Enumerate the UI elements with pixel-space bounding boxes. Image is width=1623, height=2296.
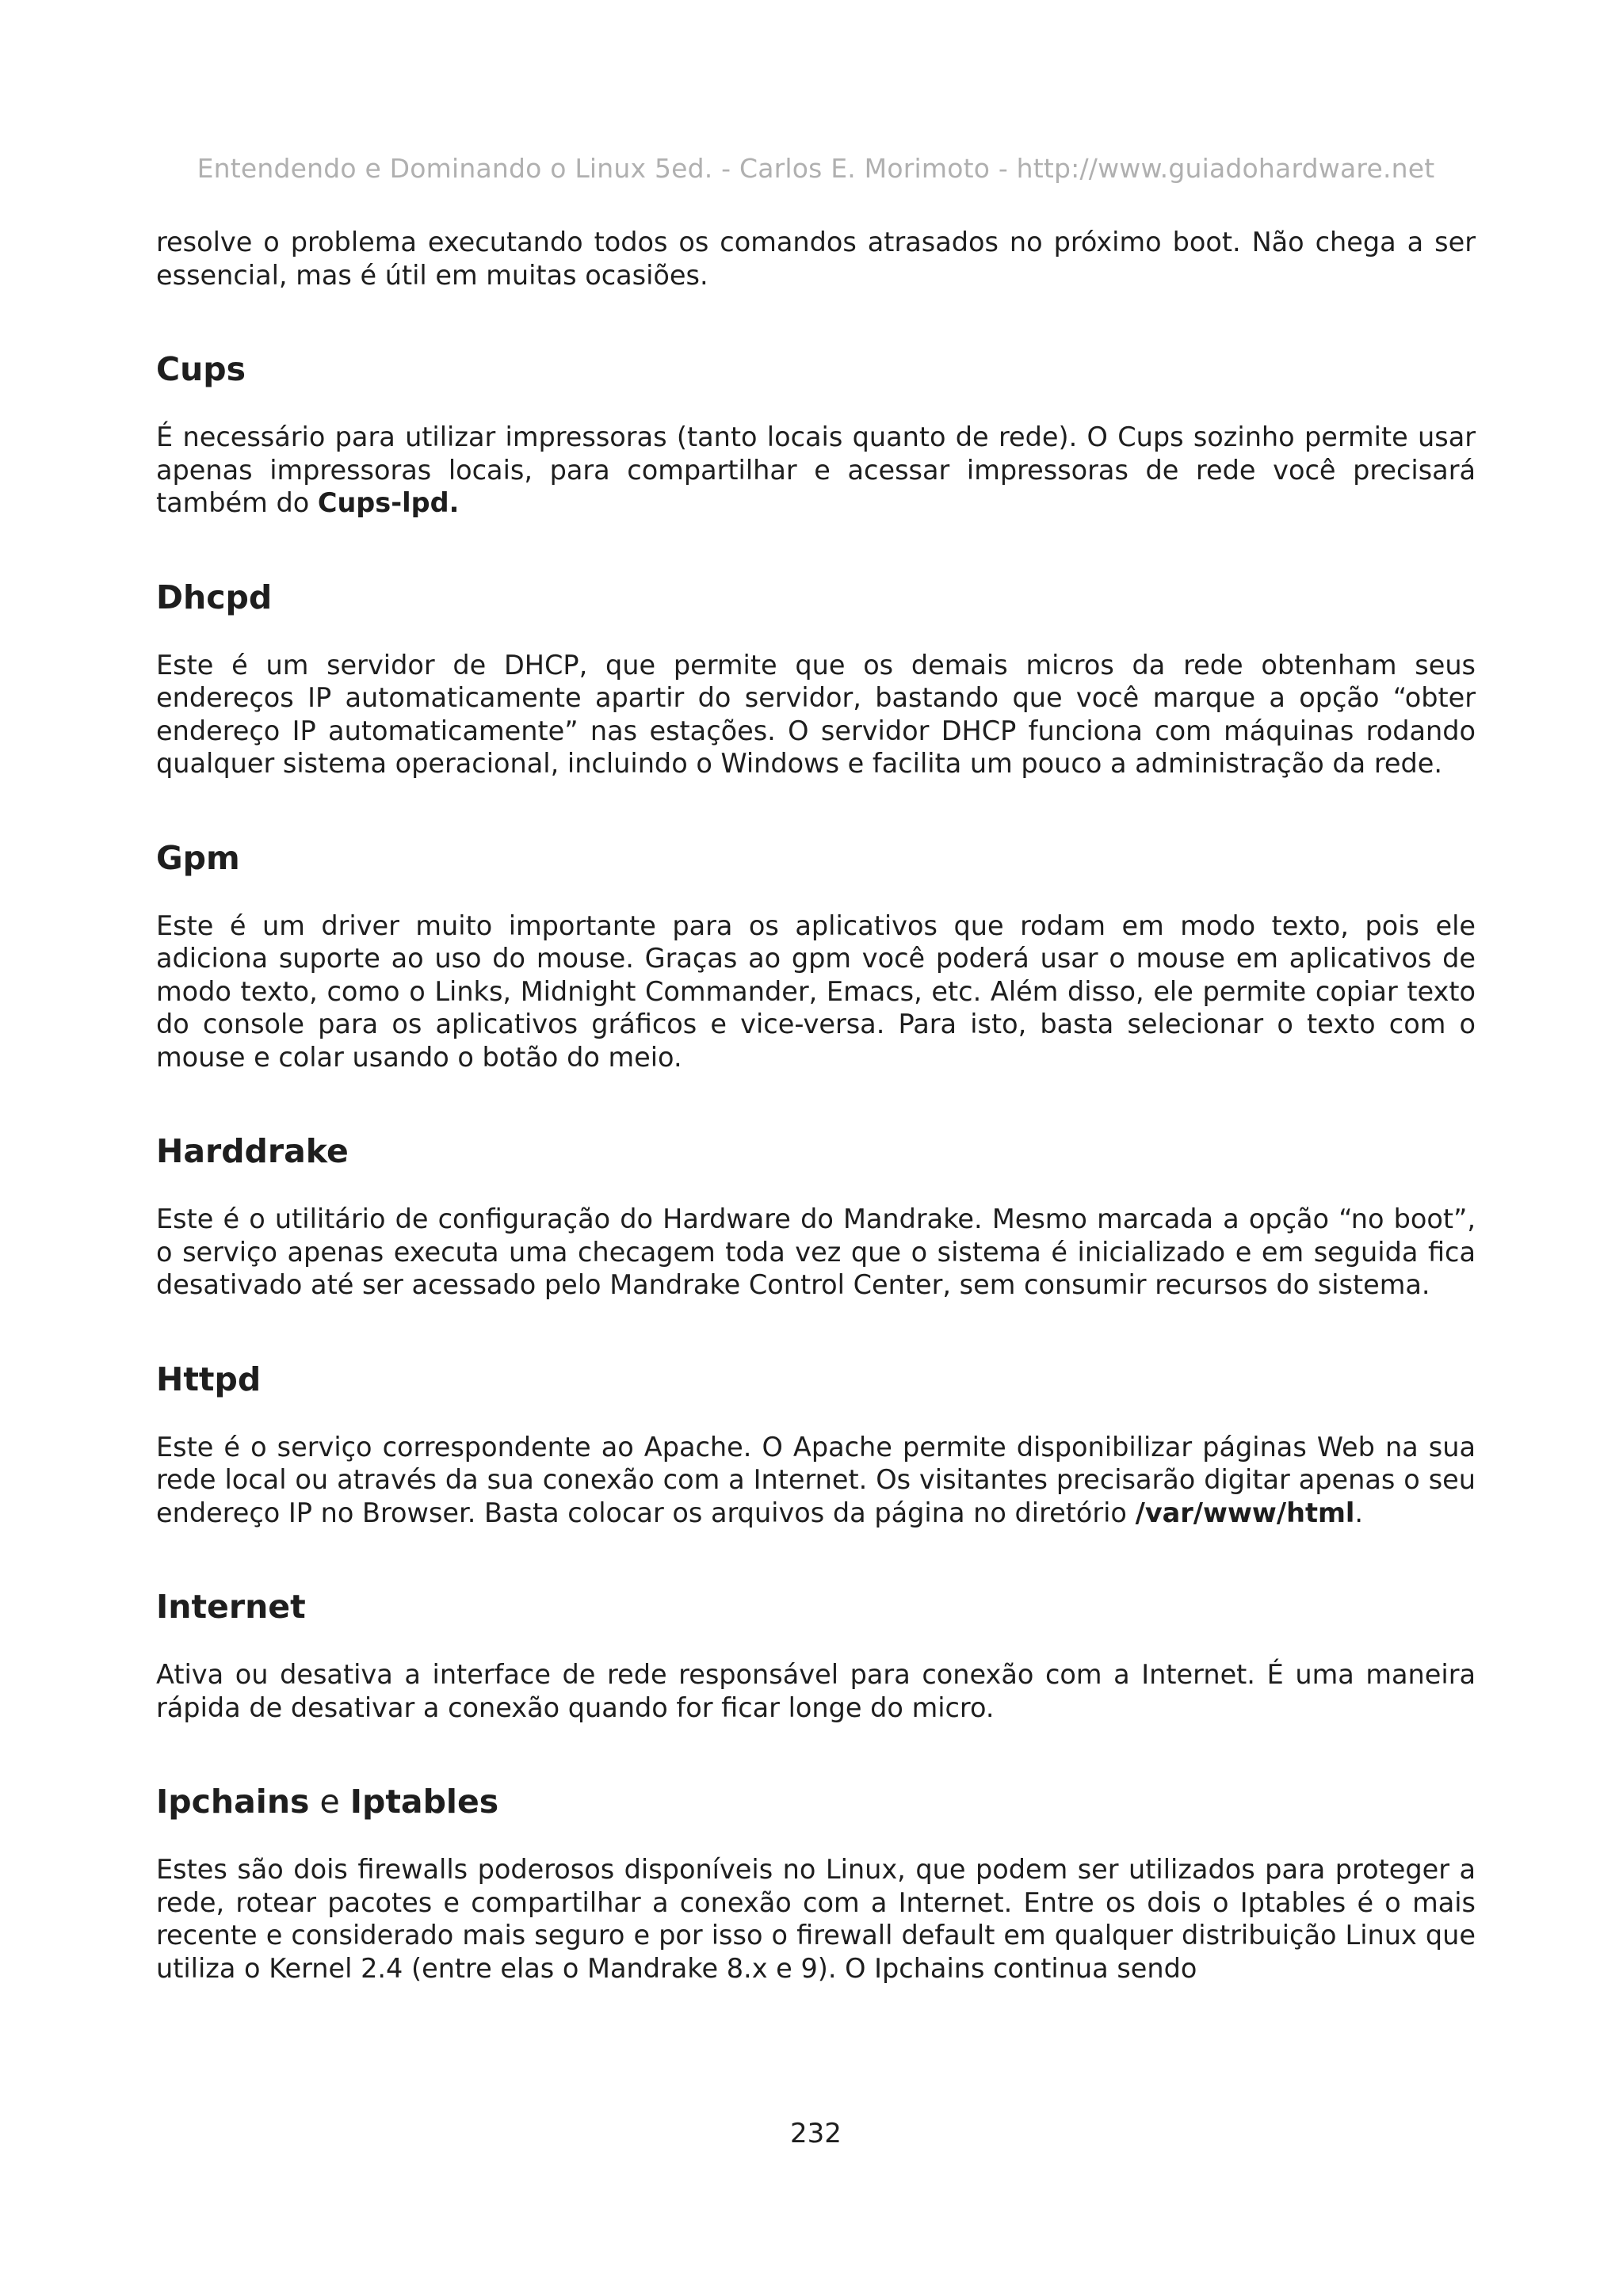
section-paragraph: Estes são dois firewalls poderosos disponíveis no Linux, que podem ser utilizados para proteger a rede, rotear pacotes e compartilhar a conexão com a Internet. Entre os dois o Iptables é o mais recente e considerado mais seguro e por isso o firewall default em qualquer distribuição Linux que utiliza o Kernel 2.4 (entre elas o Mandrake 8.x e 9). O Ipchains continua sendo [156,1854,1476,1984]
page-number: 232 [790,2118,842,2149]
paragraph-text: É necessário para utilizar impressoras (tanto locais quanto de rede). O Cups sozinho permite usar apenas impressoras locais, para compartilhar e acessar impressoras de rede você precisará também do [156,421,1476,518]
section-internet [156,1586,1476,1724]
page-content [156,226,1476,2042]
section-title: Cups [156,350,246,388]
section-paragraph: Ativa ou desativa a interface de rede responsável para conexão com a Internet. É uma maneira rápida de desativar a conexão quando for ficar longe do micro. [156,1659,1476,1723]
section-title: Gpm [156,838,240,877]
section-paragraph [156,1431,1476,1530]
section-gpm [156,837,1476,1074]
section-title: Internet [156,1588,306,1626]
intro-paragraph: resolve o problema executando todos os comandos atrasados no próximo boot. Não chega a ser essencial, mas é útil em muitas ocasiões. [156,227,1476,291]
running-header: Entendendo e Dominando o Linux 5ed. - Carlos E. Morimoto - http://www.guiadohardware.net [197,153,1435,184]
section-httpd [156,1359,1476,1530]
section-paragraph [156,421,1476,520]
section-paragraph: Este é o utilitário de configuração do Hardware do Mandrake. Mesmo marcada a opção “no boot”, o serviço apenas executa uma checagem toda vez que o sistema é inicializado e em seguida fica desativado até ser acessado pelo Mandrake Control Center, sem consumir recursos do sistema. [156,1203,1476,1300]
bold-path: /var/www/html [1135,1497,1355,1528]
section-dhcpd [156,577,1476,780]
title-ipchains: Ipchains [156,1783,310,1821]
document-page [156,0,1476,2296]
title-iptables: Iptables [349,1783,499,1821]
title-conjunction: e [309,1783,350,1821]
section-title: Dhcpd [156,578,273,616]
paragraph-text-end: . [1354,1497,1364,1528]
section-paragraph: Este é um servidor de DHCP, que permite que os demais micros da rede obtenham seus endereços IP automaticamente apartir do servidor, bastando que você marque a opção “obter endereço IP automaticamente” nas estações. O servidor DHCP funciona com máquinas rodando qualquer sistema operacional, incluindo o Windows e facilita um pouco a administração da rede. [156,649,1476,779]
section-ipchains [156,1781,1476,1985]
section-paragraph: Este é um driver muito importante para os aplicativos que rodam em modo texto, pois ele adiciona suporte ao uso do mouse. Graças ao gpm você poderá usar o mouse em aplicativos de modo texto, como o Links, Midnight Commander, Emacs, etc. Além disso, ele permite copiar texto do console para os aplicativos gráficos e vice-versa. Para isto, basta selecionar o texto com o mouse e colar usando o botão do meio. [156,910,1476,1073]
bold-term: Cups-lpd. [317,487,460,518]
section-title: Harddrake [156,1132,349,1170]
section-cups [156,349,1476,520]
section-harddrake [156,1131,1476,1302]
section-title [156,1781,1476,1822]
paragraph-text: Este é o serviço correspondente ao Apache. O Apache permite disponibilizar páginas Web na sua rede local ou através da sua conexão com a Internet. Os visitantes precisarão digitar apenas o seu endereço IP no Browser. Basta colocar os arquivos da página no diretório [156,1431,1476,1528]
section-title: Httpd [156,1360,262,1398]
